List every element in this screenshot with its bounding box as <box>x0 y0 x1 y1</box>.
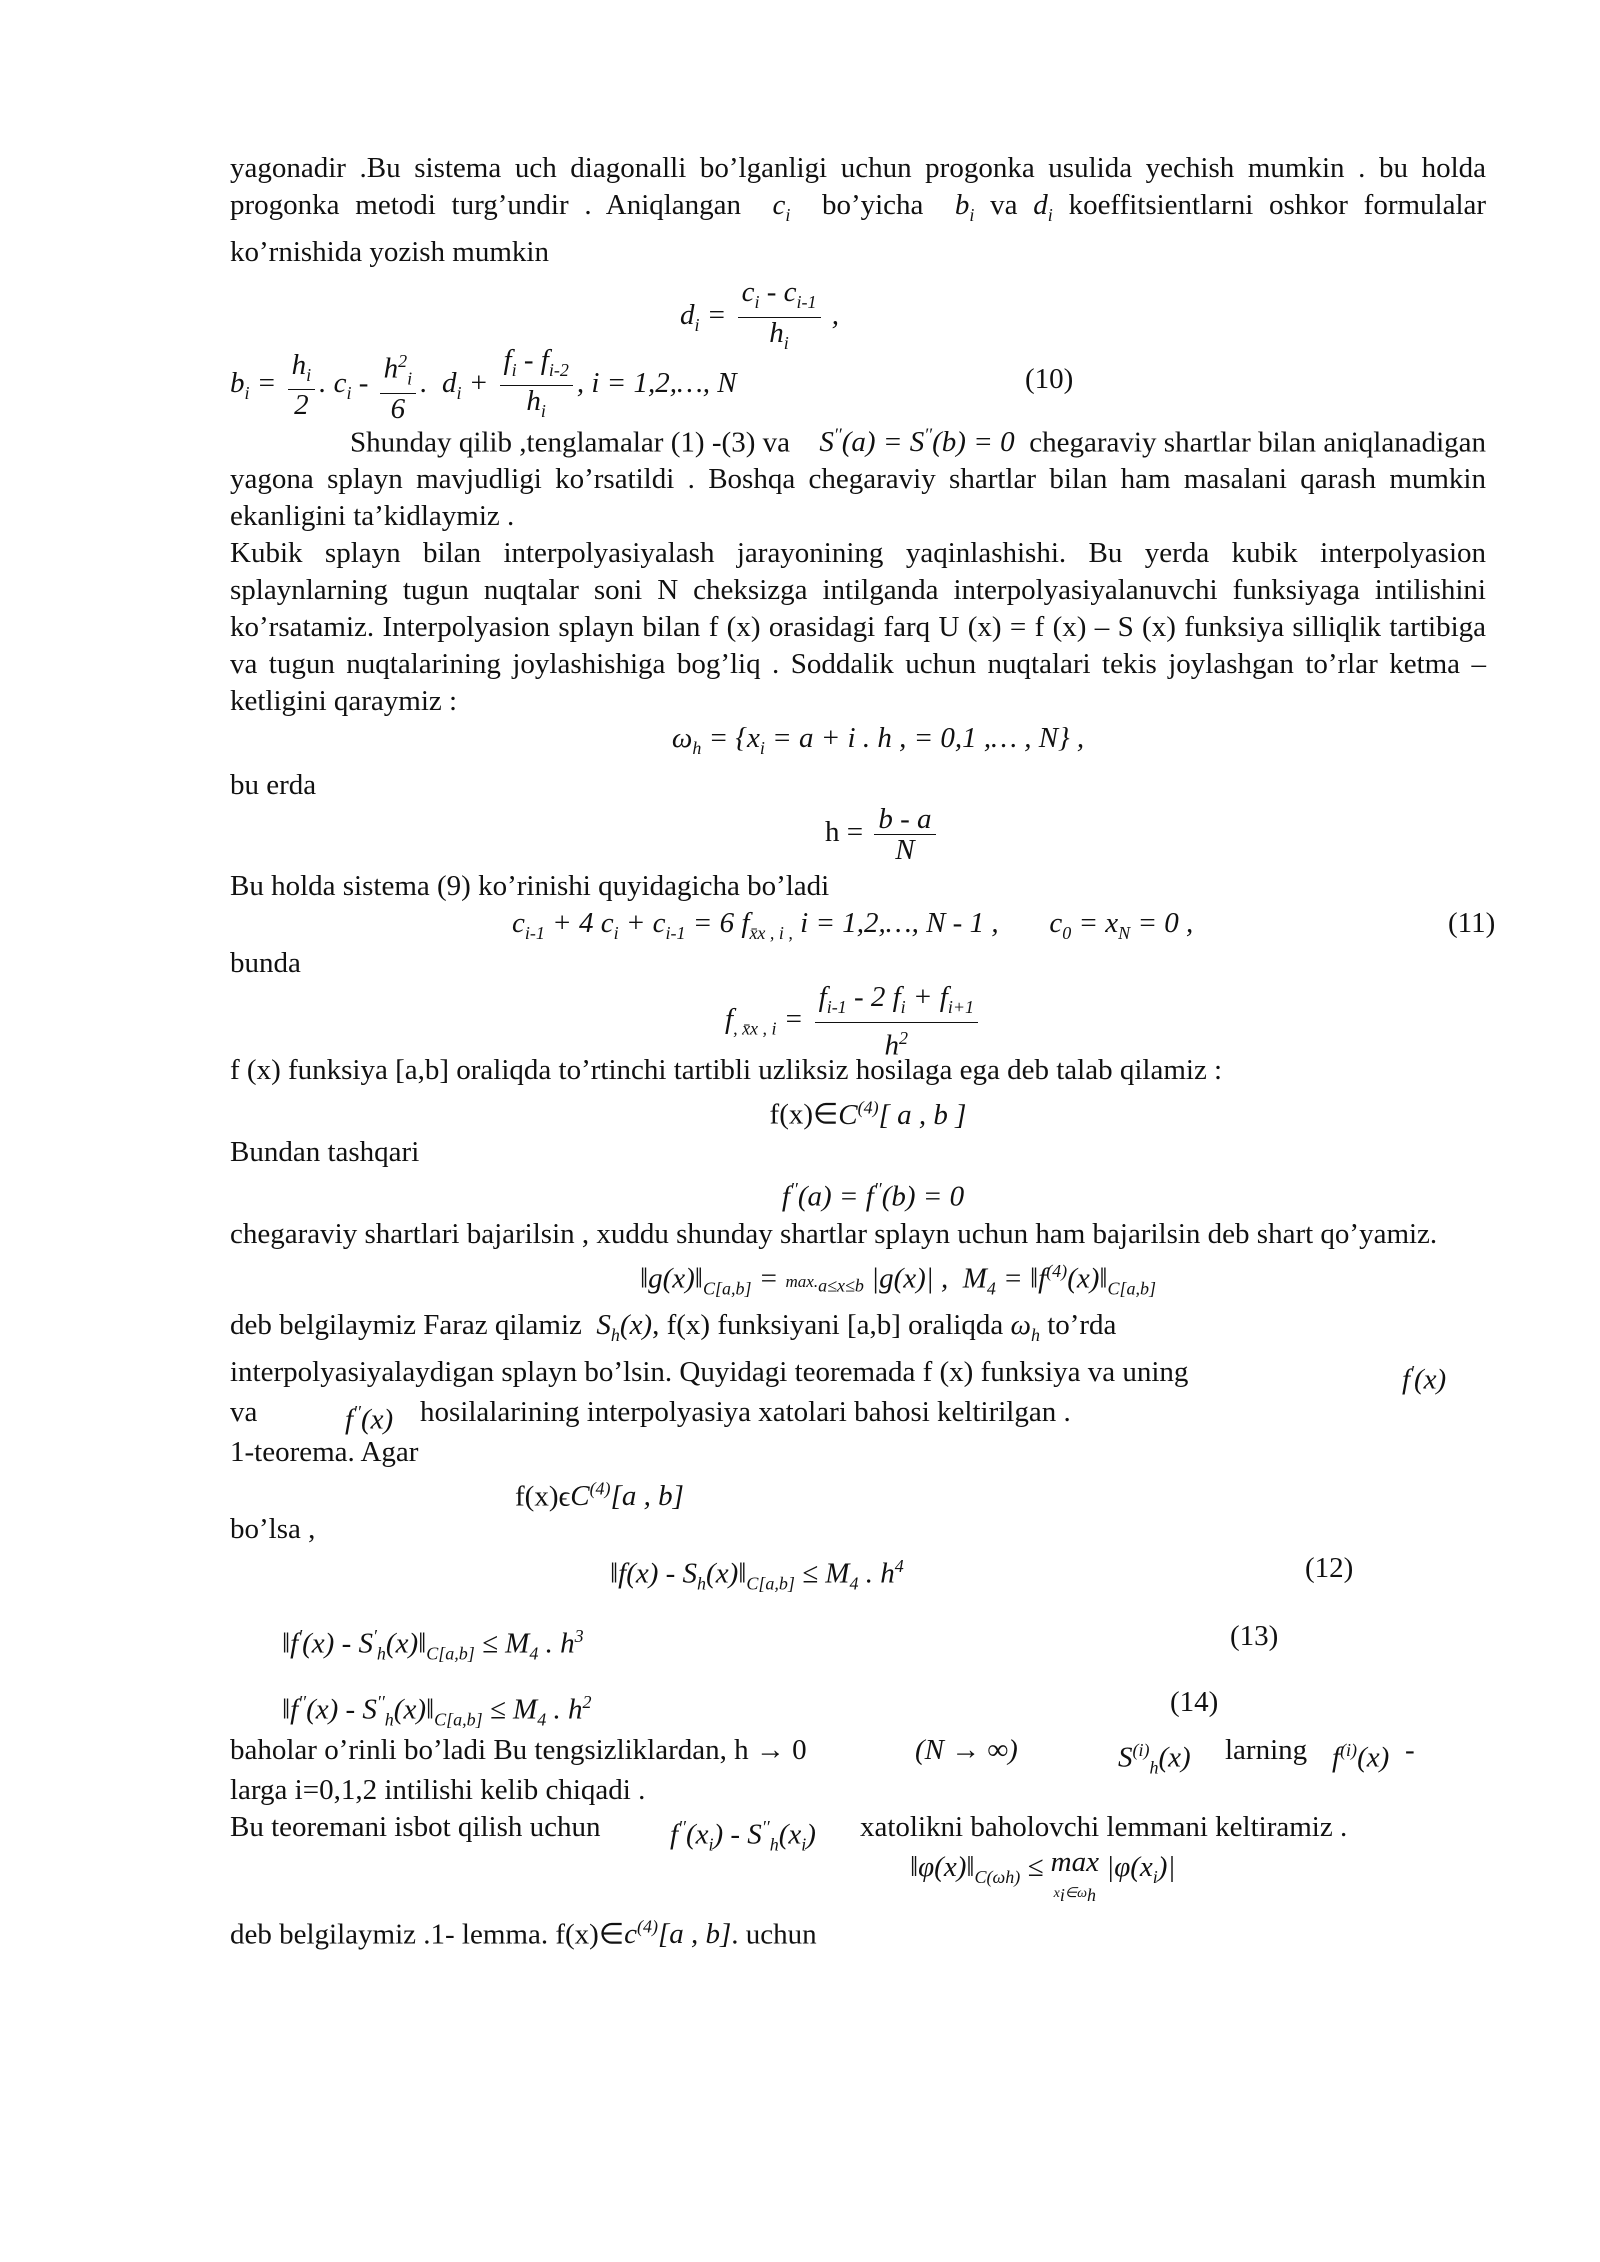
text: , f(x) funksiyani [a,b] oraliqda <box>652 1309 1004 1342</box>
text: f(x)∈ <box>769 1098 839 1131</box>
equation-number: (12) <box>1305 1551 1354 1584</box>
text: koeffitsientlarni oshkor formulalar ko’rnishida yozish mumkin <box>230 189 1487 268</box>
text: bo’lsa , <box>230 1512 316 1545</box>
text: - <box>1405 1733 1415 1766</box>
equation-13: ‖f′(x) - $S'_h(x)‖_{C[a,b]} \le M_4$ . $h^3$ (13) <box>282 1619 1279 1664</box>
paragraph-5 <box>230 868 1486 905</box>
equation-omega: $\omega_h = \{x_i = a + i$ . h , = 0,1 ,… , N} , <box>671 722 1085 759</box>
paragraph-9 <box>230 1216 1486 1253</box>
text: chegaraviy shartlari bajarilsin , xuddu shunday shartlar splayn uchun ham bajarilsin deb shart qo’yamiz. <box>230 1217 1438 1250</box>
text: 1-teorema. Agar <box>230 1435 419 1468</box>
text: f (x) funksiya [a,b] oraliqda to’rtinchi tartibli uzliksiz hosilaga ega deb talab qilamiz : <box>230 1054 1223 1087</box>
equation-11: $c_{i-1} + 4$ $c_i + c_{i-1} = 6$ $f_{x̄x , i ,}$ i = 1,2,…, N - 1 , $c_0 = x_N = 0$ , (11) <box>512 907 1496 944</box>
text: xatolikni baholovchi lemmani keltiramiz . <box>860 1810 1348 1843</box>
paragraph-2: Shunday qilib ,tenglamalar (1) -(3) va S′′(a) = S′′(b) = 0 chegaraviy shartlar bilan aniqlanadigan yagona splayn mavjudligi ko’rsatildi . Boshqa chegaraviy shartlar bilan ham masalani qarash mumkin ekanligini ta’kidlaymiz . <box>230 424 1487 533</box>
equation-h: h = $\frac{b - a}{N}$ <box>230 804 1486 868</box>
text: bunda <box>230 947 301 980</box>
text: Shunday qilib ,tenglamalar (1) -(3) va <box>350 426 791 459</box>
text: to’rda <box>1047 1309 1117 1342</box>
text: yagonadir .Bu sistema uch diagonalli bo’lganligi uchun progonka usulida yechish mumkin . bu holda progonka metodi turg’undir . Aniqlangan <box>230 152 1486 221</box>
equation-10: $b_i$ = $\frac{h_i}{2}$ . $c_i$ - $\frac{h^2_i}{6}$ . $d_i$ + $\frac{f_i - f_{i-2}}{h_i}$ , i = 1,2,…, N (10) <box>230 343 1074 426</box>
text: baholar o’rinli bo’ladi Bu tengsizliklardan, h → 0 <box>230 1733 807 1766</box>
paragraph-1: yagonadir .Bu sistema uch diagonalli bo’lganligi uchun progonka usulida yechish mumkin . bu holda progonka metodi turg’undir . Aniqlangan $c_i$ bo’yicha $b_i$ va $d_i$ koeffitsientlarni oshkor formulalar ko’rnishida yozish mumkin <box>230 152 1487 268</box>
equation-norms: $‖g(x)‖_{C[a,b]} = \max._{a\le x\le b}$ |g(x)| , $M_4$ = $‖f^{(4)}(x)‖_{C[a,b]}$ <box>639 1260 1157 1299</box>
equation-fC4-theorem: $f(x)\epsilon C^{(4)}[a$ , b] <box>515 1478 684 1513</box>
text: hosilalarining interpolyasiya xatolari bahosi keltirilgan . <box>420 1395 1071 1428</box>
document-page <box>230 150 1496 1951</box>
equation-d-i: $d_i$ = $\frac{c_i - c_{i-1}}{h_i}$ , <box>680 275 840 353</box>
paragraph-18: deb belgilaymiz .1- lemma. $f(x)\in c^{(4)}[a$ , b]. uchun <box>230 1916 817 1951</box>
equation-phi-norm: $‖\varphi(x)‖_{C(\omega h)} \le \max$ $x_i\in\omega_h$ $|\varphi(x_i)|$ <box>910 1845 1176 1905</box>
text: Kubik splayn bilan interpolyasiyalash jarayonining yaqinlashishi. Bu yerda kubik interpolyasion splaynlarning tugun nuqtalar soni N cheksizga intilganda interpolyasiyalanuvchi funksiyaga intilishini ko’rsatamiz. Interpolyasion splayn bilan f (x) orasidagi farq U (x) = f (x) – S (x) funksiya silliqlik tartibiga va tugun nuqtalarining joylashishiga bog’liq . Soddalik uchun nuqtalari tekis joylashgan to’rlar ketma –ketligini qaraymiz : <box>230 537 1486 718</box>
text: va <box>990 189 1018 221</box>
paragraph-8 <box>230 1134 1486 1171</box>
paragraph-4 <box>230 767 1486 804</box>
h-definition: h = <box>825 816 864 849</box>
paragraph-13 <box>230 1434 1486 1471</box>
equation-fC4: $f(x)\in C^{(4)}$[ a , b ] <box>769 1097 967 1131</box>
text: bo’yicha <box>821 189 924 221</box>
equation-12: ‖f(x) - $S_h(x)‖_{C[a,b]} \le M_4$ . $h^4$ (12) <box>610 1551 1354 1594</box>
text: bu erda <box>230 769 317 802</box>
paragraph-12: va f′′(x) hosilalarining interpolyasiya xatolari bahosi keltirilgan . <box>230 1395 1071 1436</box>
text: Bu teoremani isbot qilish uchun <box>230 1810 601 1843</box>
text: va <box>230 1395 258 1428</box>
paragraph-14 <box>230 1511 1486 1548</box>
paragraph-11: interpolyasiyalaydigan splayn bo’lsin. Quyidagi teoremada f (x) funksiya va uning f′(x) <box>230 1355 1447 1396</box>
equation-number: (11) <box>1448 907 1496 940</box>
equation-number: (13) <box>1230 1619 1279 1652</box>
text: chegaraviy shartlar bilan aniqlanadigan yagona splayn mavjudligi ko’rsatildi . Boshqa chegaraviy shartlar bilan ham masalani qarash mumkin ekanligini ta’kidlaymiz . <box>230 426 1487 533</box>
equation-fxx: $f_{, x̄x , i}$ = $\frac{f_{i-1} - 2 f_i + f_{i+1}}{h^2}$ <box>230 982 1486 1052</box>
equation-boundary: f′′(a) = f′′(b) = 0 <box>781 1178 965 1213</box>
equation-number: (10) <box>1025 362 1074 395</box>
text: larga i=0,1,2 intilishi kelib chiqadi . <box>230 1773 646 1806</box>
text: larning <box>1225 1733 1308 1766</box>
paragraph-17: Bu teoremani isbot qilish uchun $f''(x_i) - S''_h(x_i)$ xatolikni baholovchi lemmani keltiramiz . <box>230 1810 1348 1855</box>
equation-number: (14) <box>1170 1685 1219 1718</box>
paragraph-10: deb belgilaymiz Faraz qilamiz $S_h(x)$, f(x) funksiyani [a,b] oraliqda $\omega_h$ to’rda <box>230 1309 1117 1345</box>
text: f(x)ϵ <box>515 1480 571 1513</box>
text: interpolyasiyalaydigan splayn bo’lsin. Quyidagi teoremada f (x) funksiya va uning <box>230 1355 1189 1388</box>
text: . uchun <box>731 1918 817 1951</box>
paragraph-15: baholar o’rinli bo’ladi Bu tengsizliklardan, h → 0 (N → ∞) $S^{(i)}_h(x)$ larning $f^{(i)}(x)$ - <box>230 1733 1415 1778</box>
paragraph-3 <box>230 535 1486 720</box>
paragraph-16 <box>230 1772 1486 1809</box>
equation-14: ‖f′′(x) - $S''_h(x)‖_{C[a,b]} \le M_4$ . $h^2$ (14) <box>282 1685 1219 1730</box>
text: deb belgilaymiz .1- lemma. f(x)∈ <box>230 1918 625 1951</box>
text: Bundan tashqari <box>230 1135 420 1168</box>
text: Bu holda sistema (9) ko’rinishi quyidagicha bo’ladi <box>230 870 830 903</box>
text: deb belgilaymiz Faraz qilamiz <box>230 1309 582 1342</box>
